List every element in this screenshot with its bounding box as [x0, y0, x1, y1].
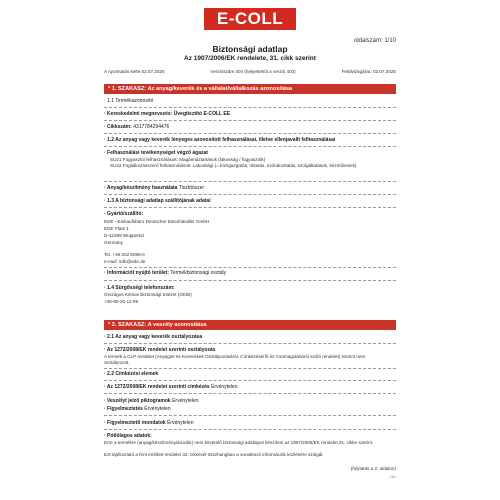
label-elements-heading-text: · 2.2 Címkézési elemek [104, 371, 159, 377]
trade-name [104, 111, 396, 118]
divider [104, 415, 396, 416]
divider [104, 393, 396, 394]
additional-info-line-1: Erre a termékre (anyag/készítmény/árucikk) nem követelő biztonsági adatlapot készíteni az 1907/2006/EK rendelet 31. cikke szerint. [104, 440, 374, 445]
language-mark: HU [390, 474, 396, 479]
divider [104, 146, 396, 147]
hazard-statements [104, 420, 396, 427]
clp-classification [104, 347, 396, 354]
use-area-label: · Felhasználási tevékenységet végző ágazat [104, 150, 208, 156]
clp-classification-label: · Az 1272/2008/EK rendelet szerinti osztályozás [104, 347, 216, 353]
additional-info [104, 433, 396, 440]
label-regulation-label: · Az 1272/2008/EK rendelet szerinti címkézés [104, 384, 210, 390]
supplier-heading [104, 198, 396, 205]
signal-word [104, 406, 396, 413]
divider [104, 120, 396, 121]
label-elements-heading [104, 371, 396, 378]
pictograms-value: Érvénytelen [172, 398, 199, 404]
emergency-number: +36-80-20-11-99 [104, 299, 139, 304]
document-title: Biztonsági adatlap [212, 44, 288, 54]
company-phone: Tel. +49 202 6096-0 [104, 252, 145, 257]
manufacturer [104, 211, 396, 218]
divider [104, 107, 396, 108]
uses-heading-text: · 1.2 Az anyag vagy keverék lényeges azonosított felhasználásai, illetve ellenjavallt felhasználásai [104, 137, 336, 143]
article-number-label: · Cikkszám: [104, 124, 132, 130]
additional-info-label: · Pótlólagos adatok: [104, 433, 152, 439]
use-su22: SU22 Foglalkozásszerű felhasználások: Lakossági (= közigazgatás, oktatás, szórakoztatás, szolgáltatások, kézművesek) [110, 163, 357, 168]
divider [104, 194, 396, 195]
label-regulation [104, 384, 396, 391]
document-subtitle: Az 1907/2006/EK rendelete, 31. cikk szerint [184, 55, 316, 62]
clp-classification-text: A termék a CLP rendelet (Anyagok és Keverékek Osztályozásáról, Címkézéséről és Csomagolásáról szóló rendelet) szerint nem osztályozott. [104, 354, 366, 365]
section-2-header: * 2. SZAKASZ: A veszély azonosítása [104, 320, 396, 330]
use-su21: SU21 Fogyasztói felhasználások: Magánháztartások (lakosság / fogyasztók) [110, 157, 266, 162]
emergency-phone-label: · 1.4 Sürgősségi telefonszám: [104, 285, 175, 291]
emergency-org: Országos Kémiai Biztonsági Intézet (OKBI) [104, 292, 192, 297]
hazard-statements-label: · Figyelmeztető mondatok [104, 420, 166, 426]
divider [104, 280, 396, 281]
trade-name-value: Üvegtisztító E-COLL EE [173, 111, 231, 117]
product-identifier [104, 98, 396, 105]
divider [104, 207, 396, 208]
classification-heading [104, 334, 396, 341]
company-city: D-42389 Wuppertal [104, 233, 144, 238]
pictograms [104, 398, 396, 405]
supplier-heading-text: · 1.3 A biztonsági adatlap szállítójának adatai [104, 198, 211, 204]
company-logo: E-COLL [204, 8, 296, 30]
divider [104, 343, 396, 344]
print-date: A nyomtatás kelte 02.07.2025 [104, 69, 165, 74]
page-number: oldalszám: 1/10 [353, 38, 396, 44]
divider [104, 181, 396, 182]
document-meta [104, 69, 396, 74]
signal-word-value: Érvénytelen [144, 406, 171, 412]
product-use-label: · Anyag/készítmény használata [104, 185, 178, 191]
info-area-label: · Információt nyújtó terület: [104, 270, 169, 276]
info-area [104, 270, 396, 277]
article-number [104, 124, 396, 131]
classification-heading-text: · 2.1 Az anyag vagy keverék osztályozása [104, 334, 203, 340]
info-area-value: Termékbiztonsági osztály [170, 270, 227, 276]
divider [104, 267, 396, 268]
company-country: Germany [104, 240, 123, 245]
label-regulation-value: Érvénytelen [211, 384, 238, 390]
product-use-value: Tisztítószer [178, 185, 205, 191]
hazard-statements-value: Érvénytelen [167, 420, 194, 426]
use-area [104, 150, 396, 157]
trade-name-label: · Kereskedelmi megnevezés: [104, 111, 173, 117]
manufacturer-label: · Gyártó/szállító: [104, 211, 144, 217]
version-number: Verziószám 404 (helyettesíti a verzió 403) [210, 69, 296, 74]
section-1-header: * 1. SZAKASZ: Az anyag/keverék és a vállalat/vállalkozás azonosítása [104, 84, 396, 94]
company-name: EDE - Einkaufsbüro Deutscher Eisenhändler GmbH [104, 219, 210, 224]
revision-date: Felülvizsgálva: 02.07.2025 [341, 69, 396, 74]
divider [104, 133, 396, 134]
product-identifier-label: · 1.1 Termékazonosító [104, 98, 154, 104]
company-street: EDE Platz 1 [104, 226, 129, 231]
divider [104, 368, 396, 369]
emergency-phone [104, 285, 396, 292]
additional-info-line-2: Ezt tájékoztató a fent említett rendelet 32. cikkével összhangban a vonatkozó információk közlésére szolgál. [104, 452, 324, 457]
signal-word-label: · Figyelmeztetés [104, 406, 143, 412]
divider [104, 380, 396, 381]
company-email[interactable]: e-mail: sdb@ede.de [104, 259, 146, 264]
divider [104, 429, 396, 430]
continuation-note: (folytatás a 2. oldalon) [350, 466, 396, 471]
pictograms-label: · Veszélyt jelző piktogramok [104, 398, 171, 404]
uses-heading [104, 137, 396, 144]
product-use [104, 185, 396, 192]
article-number-value: 4317784294476 [133, 124, 170, 130]
